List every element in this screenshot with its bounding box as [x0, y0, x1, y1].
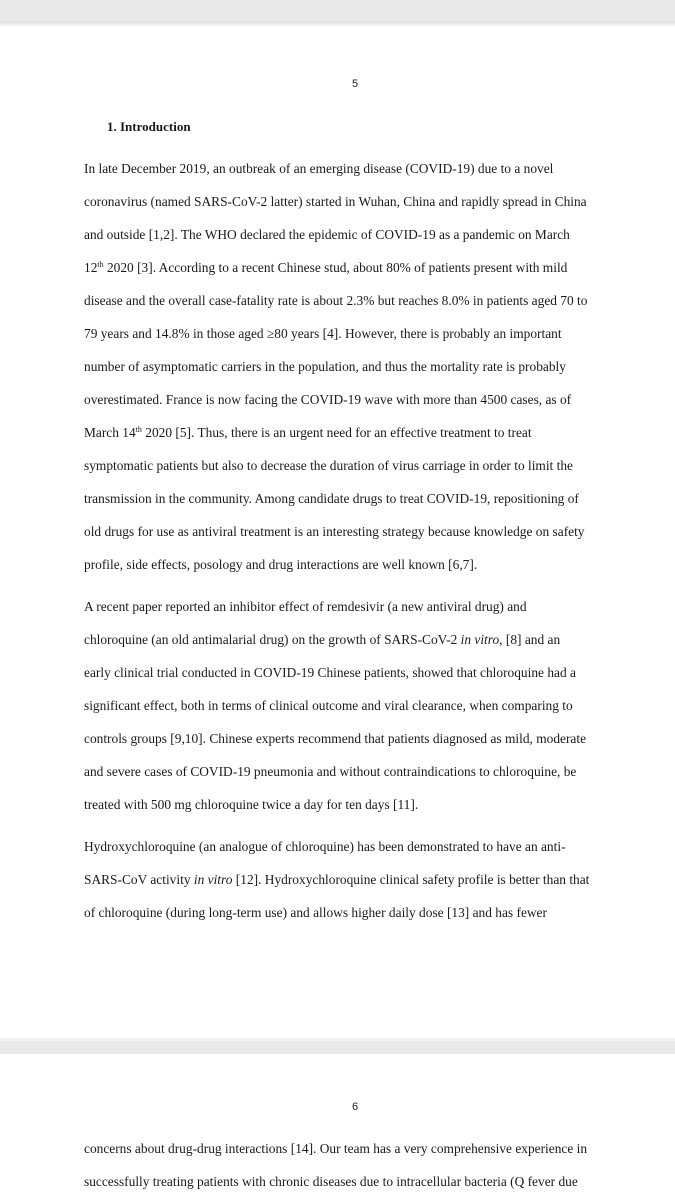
text-line: 79 years and 14.8% in those aged ≥80 years [4]. However, there is probably an important	[84, 326, 562, 341]
text-line: SARS-CoV activity in vitro [12]. Hydroxychloroquine clinical safety profile is better than that	[84, 872, 590, 887]
text-line: disease and the overall case-fatality rate is about 2.3% but reaches 8.0% in patients aged 70 to	[84, 293, 588, 308]
text-line: successfully treating patients with chronic diseases due to intracellular bacteria (Q fever due	[84, 1174, 578, 1189]
text-line: A recent paper reported an inhibitor effect of remdesivir (a new antiviral drug) and	[84, 599, 527, 614]
document-page-6	[0, 1056, 675, 1200]
text-line: number of asymptomatic carriers in the population, and thus the mortality rate is probably	[84, 359, 566, 374]
text-line: In late December 2019, an outbreak of an emerging disease (COVID-19) due to a novel	[84, 161, 554, 176]
text-line: old drugs for use as antiviral treatment is an interesting strategy because knowledge on safety	[84, 524, 585, 539]
document-page-5	[0, 31, 675, 1037]
text-line: chloroquine (an old antimalarial drug) on the growth of SARS-CoV-2 in vitro, [8] and an	[84, 632, 561, 647]
text-line: transmission in the community. Among candidate drugs to treat COVID-19, repositioning of	[84, 491, 579, 506]
text-line: of chloroquine (during long-term use) and allows higher daily dose [13] and has fewer	[84, 905, 547, 920]
text-line: symptomatic patients but also to decrease the duration of virus carriage in order to limit the	[84, 458, 573, 473]
page-gap-top	[0, 0, 675, 26]
text-line: profile, side effects, posology and drug interactions are well known [6,7].	[84, 557, 478, 572]
text-line: controls groups [9,10]. Chinese experts recommend that patients diagnosed as mild, moderate	[84, 731, 587, 746]
text-line: 12th 2020 [3]. According to a recent Chinese stud, about 80% of patients present with mild	[84, 260, 568, 275]
text-line: significant effect, both in terms of clinical outcome and viral clearance, when comparing to	[84, 698, 573, 713]
text-line: overestimated. France is now facing the COVID-19 wave with more than 4500 cases, as of	[84, 392, 572, 407]
text-line: early clinical trial conducted in COVID-19 Chinese patients, showed that chloroquine had a	[84, 665, 576, 680]
text-line: and outside [1,2]. The WHO declared the epidemic of COVID-19 as a pandemic on March	[84, 227, 570, 242]
page-gap	[0, 1038, 675, 1054]
text-line: treated with 500 mg chloroquine twice a day for ten days [11].	[84, 797, 419, 812]
page-number: 6	[351, 1101, 359, 1113]
section-heading-introduction: 1. Introduction	[107, 119, 191, 134]
text-line: concerns about drug-drug interactions [14]. Our team has a very comprehensive experience in	[84, 1141, 588, 1156]
text-line: coronavirus (named SARS-CoV-2 latter) started in Wuhan, China and rapidly spread in China	[84, 194, 587, 209]
text-line: and severe cases of COVID-19 pneumonia and without contraindications to chloroquine, be	[84, 764, 577, 779]
page-number: 5	[351, 78, 359, 90]
text-line: March 14th 2020 [5]. Thus, there is an urgent need for an effective treatment to treat	[84, 425, 532, 440]
text-line: Hydroxychloroquine (an analogue of chloroquine) has been demonstrated to have an anti-	[84, 839, 566, 854]
